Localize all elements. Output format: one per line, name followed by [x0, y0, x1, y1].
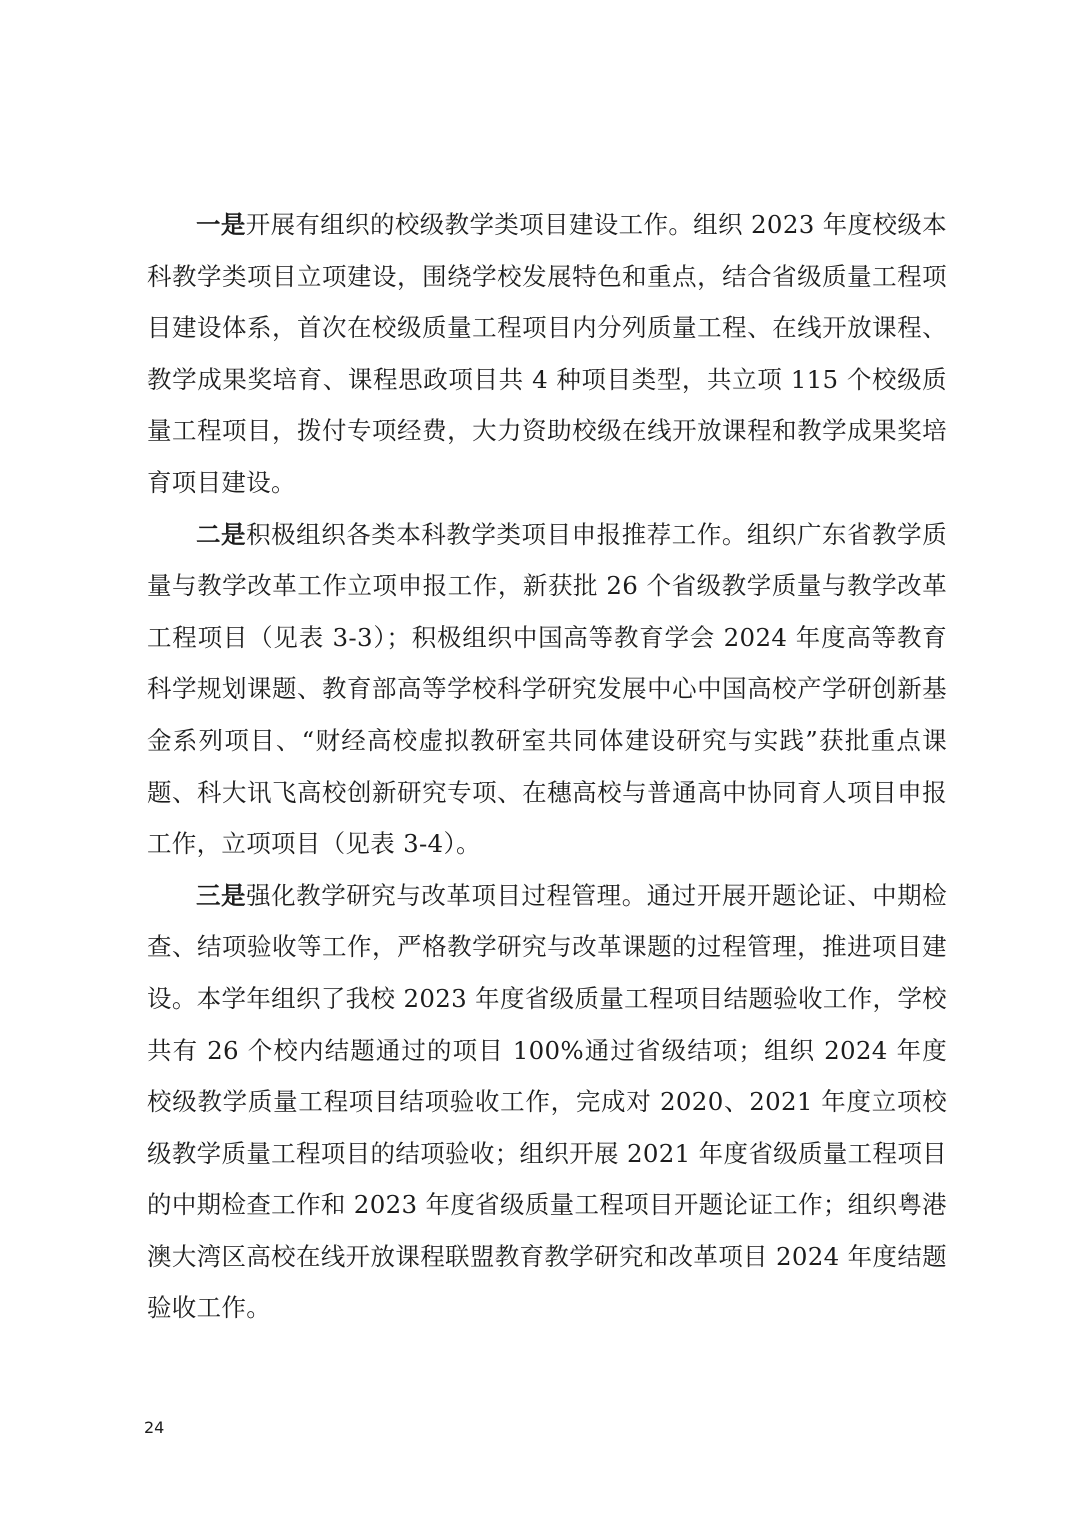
paragraph-3 [147, 870, 947, 1334]
paragraph-1 [147, 199, 947, 509]
paragraph-2-text: 积极组织各类本科教学类项目申报推荐工作。组织广东省教学质量与教学改革工作立项申报工作，新获批 26 个省级教学质量与教学改革工程项目（见表 3-3）；积极组织中国高等教育学会 2024 年度高等教育科学规划课题、教育部高等学校科学研究发展中心中国高校产学研创新基金系列项目、“财经高校虚拟教研室共同体建设研究与实践”获批重点课题、科大讯飞高校创新研究专项、在穗高校与普通高中协同育人项目申报工作，立项项目（见表 3-4）。 [147, 519, 947, 859]
document-body [147, 199, 947, 1334]
page-number: 24 [144, 1418, 165, 1437]
paragraph-2 [147, 509, 947, 870]
paragraph-2-lead: 二是 [196, 519, 247, 549]
paragraph-3-text: 强化教学研究与改革项目过程管理。通过开展开题论证、中期检查、结项验收等工作，严格教学研究与改革课题的过程管理，推进项目建设。本学年组织了我校 2023 年度省级质量工程项目结题验收工作，学校共有 26 个校内结题通过的项目 100%通过省级结项；组织 2024 年度校级教学质量工程项目结项验收工作，完成对 2020、2021 年度立项校级教学质量工程项目的结项验收；组织开展 2021 年度省级质量工程项目的中期检查工作和 2023 年度省级质量工程项目开题论证工作；组织粤港澳大湾区高校在线开放课程联盟教育教学研究和改革项目 2024 年度结题验收工作。 [147, 880, 947, 1323]
paragraph-1-lead: 一是 [196, 210, 246, 239]
paragraph-3-lead: 三是 [196, 880, 247, 910]
paragraph-1-text: 开展有组织的校级教学类项目建设工作。组织 2023 年度校级本科教学类项目立项建设，围绕学校发展特色和重点，结合省级质量工程项目建设体系，首次在校级质量工程项目内分列质量工程、在线开放课程、教学成果奖培育、课程思政项目共 4 种项目类型，共立项 115 个校级质量工程项目，拨付专项经费，大力资助校级在线开放课程和教学成果奖培育项目建设。 [147, 210, 947, 497]
